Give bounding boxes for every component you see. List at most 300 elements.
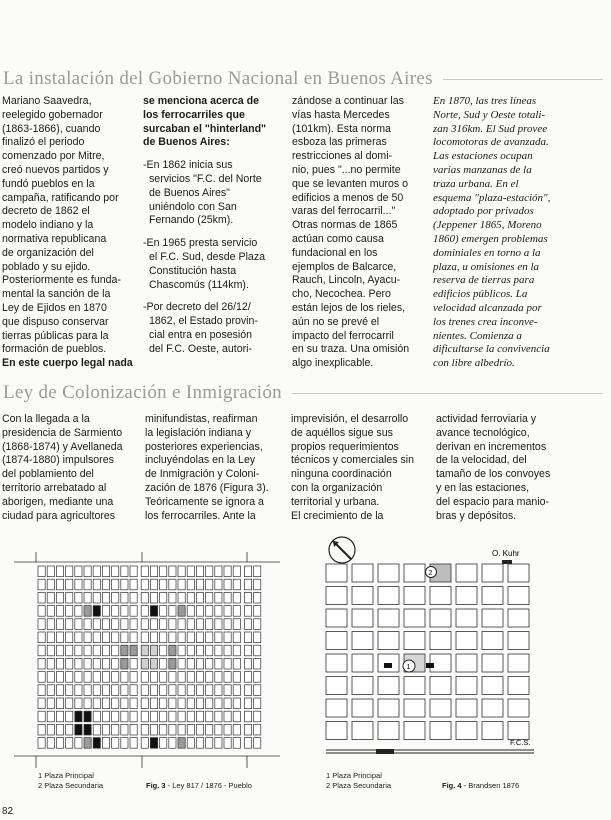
town-block (187, 606, 194, 617)
text-line: velocidad alcanzada por (433, 301, 542, 314)
town-block (66, 619, 73, 630)
town-block (56, 711, 63, 722)
text-line: minifundistas, reafirman (145, 413, 258, 425)
text-line: creó nuevos partidos y (2, 163, 109, 176)
town-block (47, 645, 54, 656)
town-block (66, 738, 73, 749)
section-heading-colonizacion (0, 380, 611, 406)
town-block (130, 738, 137, 749)
town-block (112, 724, 119, 735)
town-block (215, 606, 222, 617)
town-block (47, 711, 54, 722)
town-block (215, 619, 222, 630)
text-line: actúan como causa (292, 232, 384, 245)
town-block (187, 566, 194, 577)
town-block (121, 685, 128, 696)
town-block (121, 579, 128, 590)
town-block (244, 711, 251, 722)
town-block (38, 632, 45, 643)
town-block (169, 738, 176, 749)
text-line: imprevisión, el desarrollo (291, 413, 409, 425)
text-line: Constitución hasta (149, 264, 237, 277)
town-block (93, 619, 100, 630)
text-line: -En 1862 inicia sus (143, 159, 233, 172)
public-building-block (150, 606, 157, 617)
text-line: cial entra en posesión (149, 328, 253, 341)
town-block (150, 711, 157, 722)
text-line: aborigen, mediante una (2, 495, 114, 508)
town-block (196, 658, 203, 669)
town-block (352, 654, 373, 672)
town-block (404, 632, 425, 650)
town-block (378, 632, 399, 650)
town-block (102, 738, 109, 749)
text-line: poblado y su ejido. (2, 260, 91, 273)
public-building-block (84, 711, 91, 722)
north-compass-icon (329, 537, 355, 563)
town-block (38, 672, 45, 683)
figure4-caption-label: Fig. 4 (442, 781, 462, 790)
town-block (456, 564, 477, 582)
town-block (47, 658, 54, 669)
town-block (150, 579, 157, 590)
town-block (56, 724, 63, 735)
town-block (187, 698, 194, 709)
town-block (187, 579, 194, 590)
text-line: ninguna coordinación (291, 468, 392, 481)
town-block (178, 592, 185, 603)
text-line: fundó pueblos en la (2, 177, 95, 190)
town-block (169, 566, 176, 577)
town-block (38, 619, 45, 630)
town-block (121, 606, 128, 617)
text-line: Teóricamente se ignora a (145, 495, 264, 508)
town-block (178, 685, 185, 696)
town-block (169, 685, 176, 696)
town-block (196, 711, 203, 722)
text-line: vías hasta Mercedes (292, 108, 390, 121)
figure4-caption (442, 781, 519, 791)
town-block (352, 632, 373, 650)
text-line: comenzado por Mitre, (2, 150, 105, 163)
railways-intro (143, 95, 266, 150)
town-block (196, 724, 203, 735)
town-block (112, 606, 119, 617)
text-line: del F.C. Oeste, autori- (149, 342, 253, 355)
town-block (102, 645, 109, 656)
town-block (102, 632, 109, 643)
town-block (378, 722, 399, 740)
town-block (75, 606, 82, 617)
town-block (75, 645, 82, 656)
town-block (430, 632, 451, 650)
town-block (130, 632, 137, 643)
text-line: finalizó el periodo (2, 136, 85, 149)
town-block (84, 619, 91, 630)
town-block (38, 711, 45, 722)
text-line: 1860) emergen problemas (433, 232, 548, 245)
town-block (56, 738, 63, 749)
figure3-legend (38, 771, 103, 790)
figure3-caption (146, 781, 252, 791)
town-block (215, 632, 222, 643)
town-block (244, 738, 251, 749)
town-block (215, 724, 222, 735)
town-block (244, 672, 251, 683)
town-block (326, 632, 347, 650)
town-block (130, 685, 137, 696)
text-line: (101km). Esta norma (292, 122, 391, 135)
town-block (160, 658, 167, 669)
town-block (93, 645, 100, 656)
town-block (430, 609, 451, 627)
text-line: fundacional en los (292, 246, 378, 259)
town-block (254, 658, 261, 669)
text-line: Mariano Saavedra, (2, 95, 92, 107)
text-line: reserva de tierras para (433, 274, 535, 287)
text-line: tierras públicas para la (2, 329, 109, 342)
town-block (160, 566, 167, 577)
text-line: actividad ferroviaria y (436, 413, 537, 425)
public-building-block (84, 724, 91, 735)
text-line: servicios "F.C. del Norte (149, 172, 262, 185)
town-block (215, 658, 222, 669)
legend-plaza-secundaria: 2 Plaza Secundaria (326, 780, 392, 790)
town-block (233, 658, 240, 669)
text-line: los ferrocarriles. Ante la (145, 509, 256, 522)
town-block (404, 699, 425, 717)
town-block (233, 632, 240, 643)
text-line: ejemplos de Balcarce, (292, 260, 397, 273)
town-block (244, 592, 251, 603)
town-block (326, 677, 347, 695)
text-line: los trenes crea inconve- (433, 315, 538, 328)
public-building-block (93, 606, 100, 617)
town-block (47, 632, 54, 643)
town-block (224, 579, 231, 590)
town-block (66, 672, 73, 683)
town-block (215, 579, 222, 590)
town-block (102, 698, 109, 709)
text-line: locomotoras de avanzada. (433, 136, 549, 149)
text-line: propios requerimientos (291, 440, 399, 453)
town-block (112, 698, 119, 709)
text-line: En este cuerpo legal nada (2, 357, 133, 370)
text-line: mental la sanción de la (2, 288, 111, 301)
text-line: (1868-1874) y Avellaneda (2, 440, 123, 453)
town-block (112, 645, 119, 656)
text-line: de Buenos Aires: (143, 136, 230, 149)
town-block (150, 672, 157, 683)
town-block (102, 566, 109, 577)
town-block (47, 566, 54, 577)
text-line: posteriores experiencias, (145, 440, 263, 453)
text-line: formación de pueblos. (2, 343, 107, 356)
text-line: decreto de 1862 el (2, 205, 90, 218)
town-block (56, 685, 63, 696)
public-building-block (150, 738, 157, 749)
town-block (84, 685, 91, 696)
text-line: avance tecnológico, (436, 426, 530, 439)
town-block (112, 738, 119, 749)
text-line: -En 1965 presta servicio (143, 237, 258, 250)
town-block (352, 722, 373, 740)
town-block (196, 579, 203, 590)
town-block (187, 645, 194, 656)
town-block (206, 606, 213, 617)
text-line: técnicos y comerciales sin (291, 454, 415, 467)
town-block (75, 566, 82, 577)
town-block (130, 592, 137, 603)
town-block (75, 658, 82, 669)
town-block (196, 592, 203, 603)
town-block (187, 738, 194, 749)
plaza-secundaria-block (121, 658, 128, 669)
town-block (47, 592, 54, 603)
town-block (84, 579, 91, 590)
town-block (38, 645, 45, 656)
town-block (233, 724, 240, 735)
town-block (130, 566, 137, 577)
text-line: derivan en incrementos (436, 440, 547, 453)
plaza-principal-block (141, 658, 148, 669)
town-block (84, 632, 91, 643)
town-block (196, 632, 203, 643)
town-block (47, 672, 54, 683)
town-block (141, 685, 148, 696)
town-block (66, 698, 73, 709)
town-block (93, 579, 100, 590)
text-line: reelegido gobernador (2, 108, 103, 121)
text-line: de aquéllos sigue sus (291, 426, 393, 439)
text-line: Fernando (25km). (149, 214, 234, 227)
text-line: con libre albedrío. (433, 357, 515, 370)
town-block (102, 685, 109, 696)
text-line: Posteriormente es funda- (2, 274, 121, 287)
heading-rule (292, 393, 603, 394)
town-block (130, 711, 137, 722)
town-block (160, 606, 167, 617)
section2-column-4 (436, 413, 550, 523)
town-block (352, 677, 373, 695)
text-line: se menciona acerca de (143, 95, 260, 107)
text-line: plaza, u omisiones en la (433, 260, 540, 273)
town-block (150, 632, 157, 643)
town-block (47, 579, 54, 590)
town-block (102, 711, 109, 722)
town-block (160, 592, 167, 603)
text-line: presidencia de Sarmiento (2, 426, 123, 439)
figure4-caption-text: - Brandsen 1876 (461, 781, 520, 790)
text-line: están lejos de los rieles, (292, 301, 406, 314)
town-block (56, 672, 63, 683)
town-block (121, 738, 128, 749)
town-block (233, 566, 240, 577)
town-block (254, 619, 261, 630)
town-block (130, 606, 137, 617)
town-block (430, 699, 451, 717)
text-line: bras y depósitos. (436, 509, 517, 522)
town-block (508, 654, 529, 672)
figure3-caption-text: - Ley 817 / 1876 - Pueblo (165, 781, 252, 790)
town-block (482, 632, 503, 650)
town-block (187, 592, 194, 603)
town-block (215, 711, 222, 722)
town-block (482, 587, 503, 605)
town-block (233, 711, 240, 722)
town-block (102, 672, 109, 683)
town-block (169, 606, 176, 617)
text-line: dificultarse la convivencia (433, 343, 550, 356)
town-block (326, 722, 347, 740)
town-block (178, 724, 185, 735)
town-block (352, 564, 373, 582)
town-block (254, 592, 261, 603)
town-block (178, 619, 185, 630)
text-line: del poblamiento del (2, 468, 94, 481)
town-block (508, 587, 529, 605)
town-block (482, 677, 503, 695)
section1-column-2 (143, 95, 266, 357)
town-block (150, 698, 157, 709)
town-block (112, 658, 119, 669)
town-block (352, 587, 373, 605)
text-line: (1863-1866), cuando (2, 122, 101, 135)
heading-rule (443, 79, 603, 80)
town-block (93, 632, 100, 643)
town-block (130, 672, 137, 683)
town-block (102, 658, 109, 669)
town-block (206, 592, 213, 603)
town-block (254, 698, 261, 709)
town-block (112, 711, 119, 722)
town-block (215, 672, 222, 683)
town-block (84, 566, 91, 577)
town-block (456, 677, 477, 695)
text-line: 1862, el Estado provin- (149, 315, 258, 328)
town-block (141, 619, 148, 630)
town-block (130, 724, 137, 735)
town-block (66, 632, 73, 643)
text-line: campaña, ratificando por (2, 191, 119, 204)
town-block (430, 722, 451, 740)
town-block (224, 711, 231, 722)
town-block (84, 658, 91, 669)
town-block (352, 699, 373, 717)
town-block (160, 738, 167, 749)
town-block (75, 672, 82, 683)
town-block (254, 579, 261, 590)
town-block (178, 698, 185, 709)
town-block (404, 609, 425, 627)
town-block (404, 722, 425, 740)
town-block (482, 564, 503, 582)
town-block (482, 699, 503, 717)
town-block (326, 699, 347, 717)
town-block (196, 698, 203, 709)
town-block (187, 711, 194, 722)
town-block (56, 566, 63, 577)
town-block (456, 722, 477, 740)
section2-column-3 (291, 413, 414, 523)
text-line: de organización del (2, 246, 94, 259)
town-block (206, 738, 213, 749)
town-block (130, 698, 137, 709)
text-line: (1874-1880) impulsores (2, 454, 114, 467)
town-block (187, 724, 194, 735)
town-block (254, 632, 261, 643)
town-block (233, 685, 240, 696)
figure4-brandsen-plan (320, 528, 540, 772)
plaza-secundaria-block (178, 738, 185, 749)
town-block (178, 658, 185, 669)
town-block (160, 645, 167, 656)
town-block (196, 685, 203, 696)
town-block (326, 564, 347, 582)
town-block (130, 658, 137, 669)
town-block (326, 609, 347, 627)
town-block (56, 645, 63, 656)
town-block (141, 592, 148, 603)
town-block (38, 685, 45, 696)
town-block (215, 645, 222, 656)
town-block (196, 566, 203, 577)
town-block (206, 645, 213, 656)
town-block (482, 654, 503, 672)
text-line: ciudad para agricultores (2, 509, 116, 522)
town-block (75, 579, 82, 590)
plaza-principal-block (141, 645, 148, 656)
town-block (508, 609, 529, 627)
town-block (93, 711, 100, 722)
town-block (38, 724, 45, 735)
town-block (233, 738, 240, 749)
text-line: impacto del ferrocarril (292, 329, 394, 342)
town-block (38, 606, 45, 617)
town-block (112, 592, 119, 603)
text-line: del espacio para manio- (436, 495, 550, 508)
town-block (178, 632, 185, 643)
text-line: zan 316km. El Sud provee (433, 122, 548, 135)
plaza-secundaria-block (84, 606, 91, 617)
town-block (178, 672, 185, 683)
town-block (160, 672, 167, 683)
town-block (224, 685, 231, 696)
town-block (141, 672, 148, 683)
town-block (38, 592, 45, 603)
town-block (160, 579, 167, 590)
section1-column-1 (2, 95, 133, 371)
town-block (102, 619, 109, 630)
town-block (206, 672, 213, 683)
town-block (254, 645, 261, 656)
town-block (150, 566, 157, 577)
town-block (224, 592, 231, 603)
railway-station-icon (376, 749, 394, 754)
town-block (254, 711, 261, 722)
town-block (215, 592, 222, 603)
text-line: de la velocidad, del (436, 454, 527, 467)
town-block (224, 606, 231, 617)
town-block (244, 579, 251, 590)
legend-plaza-principal: 1 Plaza Principal (38, 771, 94, 780)
public-building-block (75, 711, 82, 722)
railway-label: F.C.S. (510, 738, 531, 747)
town-block (508, 564, 529, 582)
railway-list-item (143, 301, 266, 356)
town-block (196, 738, 203, 749)
text-line: dominiales en torno a la (433, 246, 541, 259)
